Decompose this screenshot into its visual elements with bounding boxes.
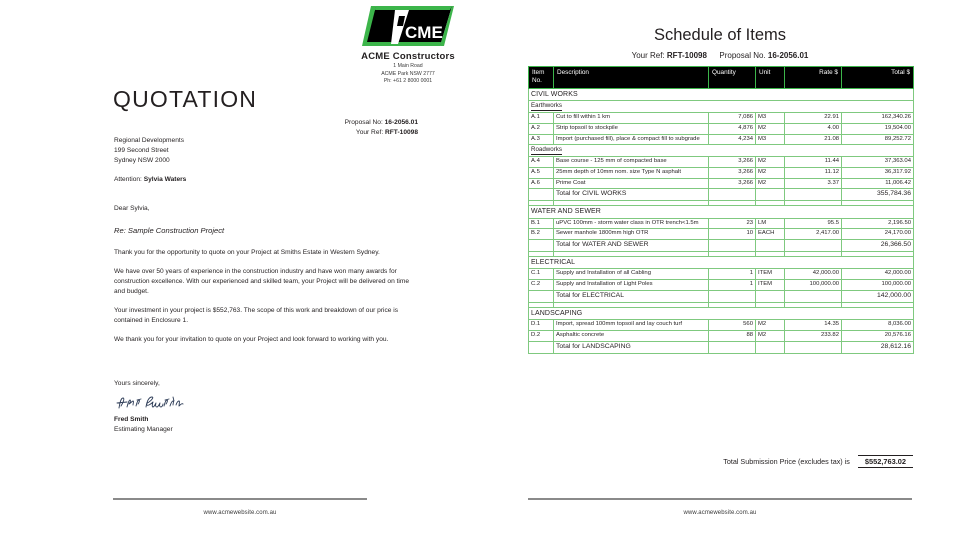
signature-image (116, 395, 186, 411)
letter-salutation: Dear Sylvia, (114, 205, 150, 212)
cell-unit: ITEM (756, 280, 785, 291)
subgroup-heading-text: Earthworks (531, 102, 562, 110)
cell-unit: M2 (756, 167, 785, 178)
section-heading-row (529, 88, 914, 100)
cell-quantity: 3,266 (709, 167, 756, 178)
cell-description: Supply and Installation of all Cabling (554, 269, 709, 280)
cell-item-no: D.1 (529, 320, 554, 331)
cell-rate: 95.5 (785, 218, 842, 229)
cell-description: Prime Coat (554, 178, 709, 189)
cell-item-no: B.1 (529, 218, 554, 229)
schedule-proposal-value: 16-2056.01 (767, 51, 809, 60)
table-row (529, 123, 914, 134)
letter-paragraph-4: We thank you for your invitation to quote on your Project and look forward to working with you. (114, 335, 389, 343)
cell-description: Sewer manhole 1800mm high OTR (554, 229, 709, 240)
cell-description: Base course - 125 mm of compacted base (554, 157, 709, 168)
table-row (529, 280, 914, 291)
cell-item-no: A.5 (529, 167, 554, 178)
table-row (529, 218, 914, 229)
cell-total: 42,000.00 (842, 269, 914, 280)
svg-text:CME: CME (405, 23, 443, 42)
cell-total: 89,252.72 (842, 134, 914, 145)
company-address (328, 63, 488, 86)
cell-rate: 4.00 (785, 123, 842, 134)
company-logo-block (328, 4, 488, 86)
footer-divider (528, 498, 912, 500)
cell-rate: 11.12 (785, 167, 842, 178)
section-heading: CIVIL WORKS (529, 88, 914, 100)
table-row (529, 269, 914, 280)
column-header-item: Item No. (529, 67, 554, 89)
cell-quantity: 4,234 (709, 134, 756, 145)
cell-unit: M2 (756, 123, 785, 134)
section-total-value: 28,612.16 (842, 341, 914, 353)
cell-unit: M2 (756, 157, 785, 168)
cell-item-no: A.4 (529, 157, 554, 168)
cell-unit: M3 (756, 134, 785, 145)
cell-unit: M2 (756, 320, 785, 331)
your-ref-label: Your Ref: (355, 129, 384, 137)
cell-description: Strip topsoil to stockpile (554, 123, 709, 134)
section-total-row (529, 290, 914, 302)
grand-total-line (723, 455, 913, 468)
total-spacer-qty (709, 189, 756, 201)
column-header-rate: Rate $ (785, 67, 842, 89)
cell-total: 162,340.26 (842, 112, 914, 123)
total-spacer-rate (785, 189, 842, 201)
cell-rate: 11.44 (785, 157, 842, 168)
address-line-2: ACME Park NSW 2777 (381, 70, 435, 77)
schedule-page (480, 0, 960, 540)
cell-rate: 22.91 (785, 112, 842, 123)
table-row (529, 167, 914, 178)
cell-unit: M2 (756, 330, 785, 341)
footer-website-url: www.acmewebsite.com.au (683, 510, 757, 516)
schedule-subtitle (480, 51, 960, 60)
column-header-total: Total $ (842, 67, 914, 89)
proposal-number-line (345, 118, 418, 128)
cell-total: 36,317.92 (842, 167, 914, 178)
cell-total: 20,576.16 (842, 330, 914, 341)
cell-rate: 100,000.00 (785, 280, 842, 291)
cell-quantity: 88 (709, 330, 756, 341)
cell-item-no: A.1 (529, 112, 554, 123)
addressee-name: Regional Developments (114, 137, 185, 144)
cell-description: Cut to fill within 1 km (554, 112, 709, 123)
cell-quantity: 23 (709, 218, 756, 229)
cell-total: 100,000.00 (842, 280, 914, 291)
cell-quantity: 7,086 (709, 112, 756, 123)
total-spacer-qty (709, 341, 756, 353)
subgroup-heading-row (529, 145, 914, 157)
company-name: ACME Constructors (361, 51, 455, 62)
grand-total-label: Total Submission Price (excludes tax) is (723, 457, 850, 466)
cell-rate: 3.37 (785, 178, 842, 189)
attention-label: Attention: (114, 176, 142, 183)
cell-item-no: B.2 (529, 229, 554, 240)
letter-paragraph-3: Your investment in your project is $552,763. The scope of this work and breakdown of our price is contained in Enclosure 1. (114, 306, 399, 324)
table-row (529, 157, 914, 168)
section-heading-row (529, 206, 914, 218)
total-spacer-unit (756, 189, 785, 201)
footer-website-url: www.acmewebsite.com.au (203, 510, 277, 516)
section-total-label: Total for WATER AND SEWER (554, 240, 709, 252)
reference-block (345, 118, 418, 138)
cell-description: Supply and Installation of Light Poles (554, 280, 709, 291)
cell-total: 19,504.00 (842, 123, 914, 134)
total-spacer-rate (785, 240, 842, 252)
cell-quantity: 560 (709, 320, 756, 331)
page-footer-left (0, 498, 480, 516)
total-spacer-rate (785, 341, 842, 353)
cell-unit: M2 (756, 178, 785, 189)
total-spacer-unit (756, 341, 785, 353)
table-row (529, 330, 914, 341)
section-total-row (529, 189, 914, 201)
addressee-street: 199 Second Street (114, 147, 169, 155)
signer-role: Estimating Manager (114, 426, 173, 434)
cell-total: 8,036.00 (842, 320, 914, 331)
section-heading: WATER AND SEWER (529, 206, 914, 218)
schedule-ref-value: RFT-10098 (666, 51, 707, 60)
cell-description: Import (purchased fill), place & compact fill to subgrade (554, 134, 709, 145)
footer-divider (113, 498, 367, 500)
section-total-value: 355,784.36 (842, 189, 914, 201)
cell-total: 24,170.00 (842, 229, 914, 240)
attention-line (114, 176, 186, 183)
subgroup-heading-row (529, 101, 914, 113)
cell-item-no: C.1 (529, 269, 554, 280)
address-line-1: 1 Main Road (393, 63, 423, 69)
total-spacer-unit (756, 290, 785, 302)
section-total-row (529, 341, 914, 353)
cell-total: 2,196.50 (842, 218, 914, 229)
schedule-of-items-table (528, 66, 914, 354)
total-spacer-unit (756, 240, 785, 252)
your-ref-value: RFT-10098 (385, 129, 418, 137)
section-heading: ELECTRICAL (529, 257, 914, 269)
column-header-unit: Unit (756, 67, 785, 89)
cell-quantity: 4,876 (709, 123, 756, 134)
page-title: QUOTATION (113, 86, 258, 112)
table-header-row (529, 67, 914, 89)
section-total-label: Total for LANDSCAPING (554, 341, 709, 353)
cell-quantity: 1 (709, 280, 756, 291)
table-row (529, 320, 914, 331)
attention-name: Sylvia Waters (143, 176, 187, 183)
total-spacer-item (529, 189, 554, 201)
schedule-title: Schedule of Items (653, 26, 787, 44)
page-footer-right (480, 498, 960, 516)
cell-rate: 14.35 (785, 320, 842, 331)
section-total-value: 26,366.50 (842, 240, 914, 252)
column-header-quantity: Quantity (709, 67, 756, 89)
grand-total-value: $552,763.02 (858, 455, 913, 468)
cell-unit: ITEM (756, 269, 785, 280)
schedule-ref-label: Your Ref: (631, 51, 665, 60)
cell-description: Import, spread 100mm topsoil and lay couch turf (554, 320, 709, 331)
cell-item-no: A.3 (529, 134, 554, 145)
total-spacer-item (529, 240, 554, 252)
proposal-number-label: Proposal No: (344, 119, 383, 126)
letter-closing: Yours sincerely, (114, 380, 160, 387)
cell-quantity: 3,266 (709, 178, 756, 189)
cell-item-no: A.6 (529, 178, 554, 189)
cell-rate: 2,417.00 (785, 229, 842, 240)
cell-rate: 21.08 (785, 134, 842, 145)
cell-item-no: A.2 (529, 123, 554, 134)
cell-unit: LM (756, 218, 785, 229)
section-total-value: 142,000.00 (842, 290, 914, 302)
section-total-label: Total for CIVIL WORKS (554, 189, 709, 201)
table-row (529, 112, 914, 123)
cell-item-no: D.2 (529, 330, 554, 341)
section-heading-row (529, 257, 914, 269)
your-ref-line (345, 128, 418, 138)
cell-description: Asphaltic concrete (554, 330, 709, 341)
proposal-number-value: 16-2056.01 (384, 119, 418, 126)
table-row (529, 229, 914, 240)
total-spacer-qty (709, 290, 756, 302)
schedule-table-wrapper (528, 66, 913, 354)
column-header-description: Description (554, 67, 709, 89)
subgroup-heading (529, 101, 914, 113)
addressee-block (114, 136, 184, 167)
signature-block (114, 379, 186, 436)
cell-unit: M3 (756, 112, 785, 123)
table-row (529, 178, 914, 189)
addressee-city: Sydney NSW 2000 (114, 157, 170, 165)
acme-logo-icon (362, 4, 454, 48)
letter-subject: Re: Sample Construction Project (114, 226, 225, 236)
section-total-row (529, 240, 914, 252)
schedule-proposal-label: Proposal No. (719, 51, 766, 60)
cell-quantity: 10 (709, 229, 756, 240)
cell-total: 11,006.42 (842, 178, 914, 189)
cell-rate: 233.82 (785, 330, 842, 341)
total-spacer-item (529, 290, 554, 302)
subgroup-heading-text: Roadworks (531, 146, 562, 154)
section-heading: LANDSCAPING (529, 307, 914, 319)
cell-rate: 42,000.00 (785, 269, 842, 280)
cell-quantity: 1 (709, 269, 756, 280)
total-spacer-item (529, 341, 554, 353)
cell-description: 25mm depth of 10mm nom. size Type N asphalt (554, 167, 709, 178)
cell-description: uPVC 100mm - storm water class in OTR trench<1.5m (554, 218, 709, 229)
cell-quantity: 3,266 (709, 157, 756, 168)
signer-name: Fred Smith (114, 416, 149, 424)
letter-paragraph-2: We have over 50 years of experience in the construction industry and have won many awards for construction excellence. With our experienced and skilled team, your Project will be delivered on time and budget. (114, 267, 410, 295)
subgroup-heading (529, 145, 914, 157)
total-spacer-rate (785, 290, 842, 302)
table-row (529, 134, 914, 145)
letter-body (114, 204, 414, 354)
total-spacer-qty (709, 240, 756, 252)
cell-unit: EACH (756, 229, 785, 240)
address-line-3: Ph: +61 2 8000 0001 (383, 78, 433, 85)
letter-paragraph-1: Thank you for the opportunity to quote on your Project at Smiths Estate in Western Sydney. (114, 248, 380, 256)
section-heading-row (529, 307, 914, 319)
cell-item-no: C.2 (529, 280, 554, 291)
section-total-label: Total for ELECTRICAL (554, 290, 709, 302)
cell-total: 37,363.04 (842, 157, 914, 168)
